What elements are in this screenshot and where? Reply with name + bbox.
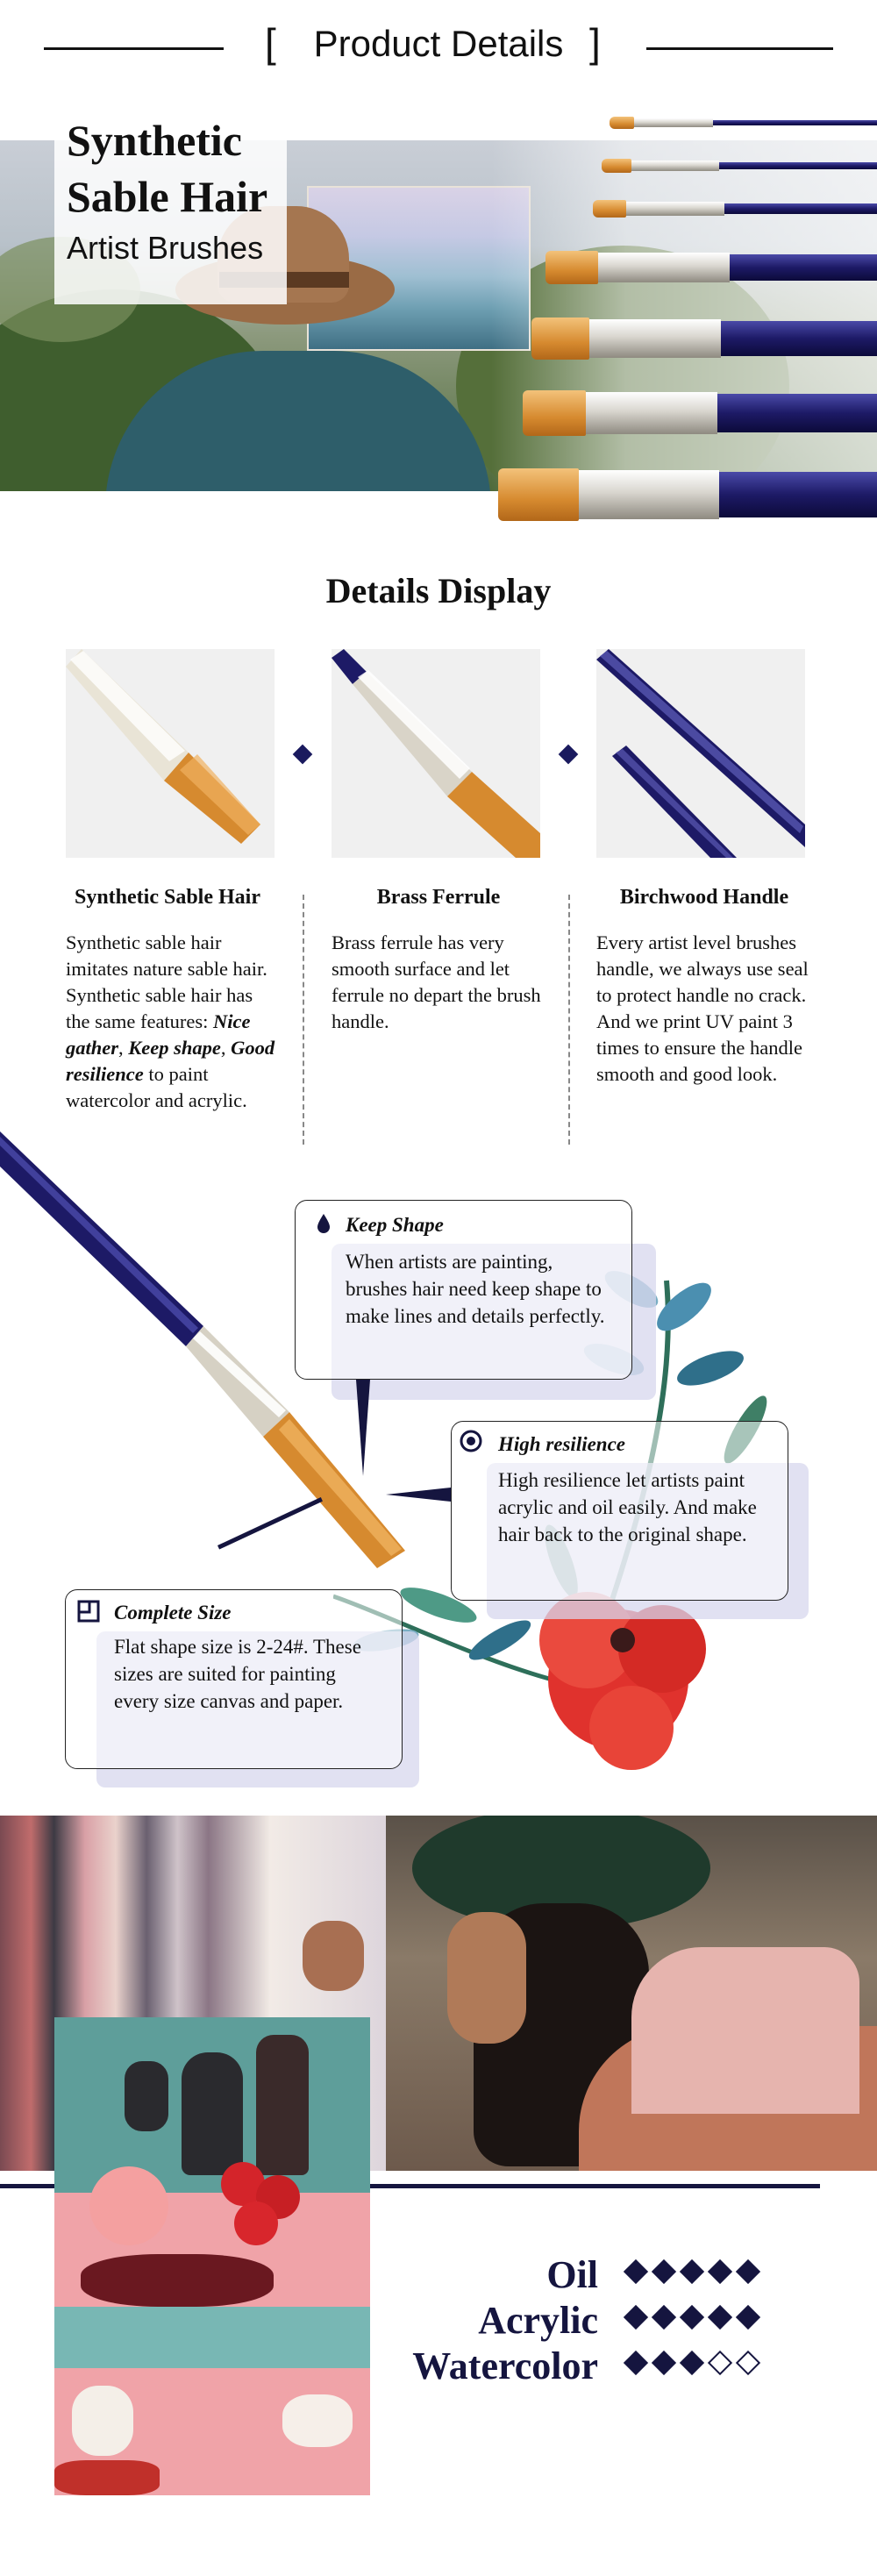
rating-diamond-filled [680, 2259, 704, 2284]
divider-diamond [559, 745, 579, 765]
rating-diamond-filled [708, 2259, 732, 2284]
feature-title-keep-shape: Keep Shape [346, 1214, 444, 1236]
brush-size-4 [602, 159, 877, 173]
hero-subtitle: Artist Brushes [67, 230, 264, 266]
detail-text-ferrule: Brass ferrule has very smooth surface and let ferrule no depart the brush handle. [332, 931, 541, 1032]
header-rule-left [44, 47, 224, 50]
detail-title-hair: Synthetic Sable Hair [74, 886, 260, 909]
detail-title-ferrule: Brass Ferrule [376, 886, 501, 909]
usage-label-oil: Oil [546, 2253, 598, 2296]
rating-diamond-filled [652, 2305, 676, 2330]
size-icon [77, 1600, 100, 1623]
brush-size-6 [593, 200, 877, 218]
rating-diamond-filled [624, 2305, 648, 2330]
hero-title: Synthetic Sable Hair [67, 116, 268, 221]
rating-diamond-filled [680, 2305, 704, 2330]
artist-hand [303, 1921, 364, 1991]
usage-rating-watercolor [627, 2354, 757, 2372]
artwork-vase [125, 2061, 168, 2131]
rating-diamond-filled [708, 2305, 732, 2330]
brush-ferrule-closeup [332, 649, 540, 858]
rating-diamond-empty [708, 2351, 732, 2375]
detail-text-handle: Every artist level brushes handle, we always use seal to protect handle no crack. And we print UV paint 3 times to ensure the handle smooth and good look. [596, 931, 809, 1085]
column-divider [568, 895, 570, 1145]
rating-diamond-filled [652, 2259, 676, 2284]
rating-diamond-filled [624, 2259, 648, 2284]
detail-text-hair: Synthetic sable hair imitates nature sable hair. Synthetic sable hair has the same features: Nice gather, Keep shape, Good resilience to paint watercolor and acrylic. [66, 931, 275, 1111]
detail-photo-handle [596, 649, 805, 858]
artwork-still-life [54, 2017, 370, 2495]
artwork-vase [256, 2035, 309, 2175]
divider-diamond [293, 745, 313, 765]
usage-rating-acrylic [627, 2308, 757, 2326]
brush-size-12 [531, 318, 877, 360]
feature-title-high-resilience: High resilience [498, 1433, 626, 1455]
brush-handle-closeup [596, 649, 805, 858]
artwork-white-blob [282, 2394, 353, 2447]
feature-pointer [386, 1488, 451, 1502]
artwork-fruit [89, 2166, 168, 2245]
header-bracket-right: ] [589, 20, 601, 66]
rating-diamond-filled [680, 2351, 704, 2375]
rating-diamond-filled [624, 2351, 648, 2375]
header-bracket-left: [ [265, 20, 276, 66]
brush-size-24 [498, 468, 877, 521]
feature-text-keep-shape: When artists are painting, brushes hair need keep shape to make lines and details perfectly. [346, 1251, 605, 1327]
artwork-teal-cloth [54, 2307, 370, 2368]
artist-blouse [631, 1947, 859, 2114]
usage-label-acrylic: Acrylic [478, 2299, 598, 2342]
brush-size-8 [545, 251, 877, 284]
artwork-vase [182, 2052, 243, 2175]
hero-white-haze [491, 140, 877, 491]
header-rule-right [646, 47, 833, 50]
brush-size-2 [610, 117, 877, 129]
artist-face [447, 1912, 526, 2044]
brush-size-16 [523, 390, 877, 436]
brush-hair-closeup [66, 649, 275, 858]
page-title: Product Details [313, 23, 564, 64]
spiral-icon [460, 1430, 482, 1452]
details-section-title: Details Display [325, 571, 552, 610]
rating-diamond-filled [736, 2305, 760, 2330]
usage-label-watercolor: Watercolor [412, 2344, 598, 2387]
feature-text-high-resilience: High resilience let artists paint acrylic and oil easily. And make hair back to the original shape. [498, 1469, 757, 1545]
rating-diamond-empty [736, 2351, 760, 2375]
detail-photo-hair [66, 649, 275, 858]
feature-pointer [356, 1380, 370, 1476]
rating-diamond-filled [736, 2259, 760, 2284]
detail-photo-ferrule [332, 649, 540, 858]
artwork-tomato [234, 2201, 278, 2245]
feature-title-complete-size: Complete Size [114, 1602, 232, 1623]
artwork-dark-bowl [81, 2254, 274, 2307]
drop-icon [312, 1212, 335, 1235]
column-divider [303, 895, 304, 1145]
detail-title-handle: Birchwood Handle [619, 886, 789, 909]
rating-diamond-filled [652, 2351, 676, 2375]
feature-text-complete-size: Flat shape size is 2-24#. These sizes are suited for painting every size canvas and paper. [114, 1636, 361, 1712]
artwork-red-accent [54, 2460, 160, 2495]
usage-rating-oil [627, 2263, 757, 2280]
artwork-white-jar [72, 2386, 133, 2456]
